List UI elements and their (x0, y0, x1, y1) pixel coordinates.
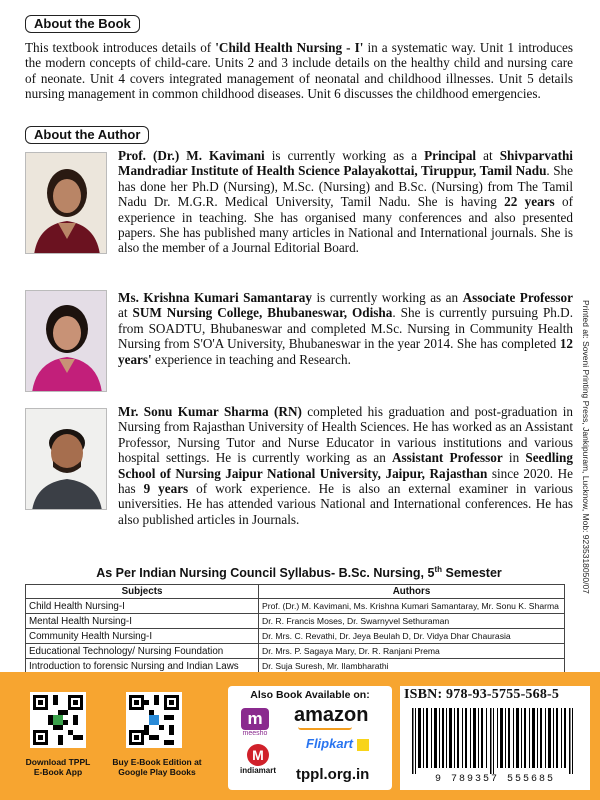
table-row (26, 599, 565, 614)
syllabus-table (25, 584, 565, 674)
about-book-text: This textbook introduces details of 'Child Health Nursing - I' in a systematic way. Unit 1 introduces the modern concepts of child-care. Units 2 and 3 include details on the healthy child and nursing care of neonate. Unit 4 covers integrated management of neonatal and childhood illnesses. Unit 5 details nursing management in common childhood diseases. Unit 6 discusses the childhood emergencies. (25, 40, 573, 102)
authors-cell: Dr. Suja Suresh, Mr. Ilambharathi (259, 659, 565, 674)
about-book-heading: About the Book (25, 15, 140, 33)
indiamart-logo[interactable]: M indiamart (234, 744, 282, 775)
authors-cell: Dr. R. Francis Moses, Dr. Swarnyvel Sethuraman (259, 614, 565, 629)
available-on-panel (228, 686, 392, 790)
authors-cell: Dr. Mrs. C. Revathi, Dr. Jeya Beulah D, Dr. Vidya Dhar Chaurasia (259, 629, 565, 644)
author3-bio-top: Mr. Sonu Kumar Sharma (RN) completed his graduation and post-graduation in Nursing from Rajasthan University of Health Sciences. He has worked as an Assistant Professor, Nursing Tutor and Nurse Educator in various institutions and various hospital settings. He is currently working as an Assistant Professor in Seedling School of Nursing Jaipur National University, Jaipur, Rajasthan since 2020. He has 9 years of work experience. He is also an external examiner in various universities. He has attended various National and International conferences. He has also published articles in Journals. (118, 404, 574, 527)
col-subjects: Subjects (26, 585, 259, 599)
amazon-logo[interactable]: amazon (294, 704, 368, 730)
isbn-text: ISBN: 978-93-5755-568-5 (404, 687, 560, 702)
tppl-app-caption: Download TPPL E-Book App (25, 757, 91, 777)
available-on-title: Also Book Available on: (250, 689, 370, 701)
tppl-site-link[interactable]: tppl.org.in (296, 766, 370, 783)
google-play-qr-icon[interactable] (126, 692, 182, 748)
author1-photo (25, 152, 107, 254)
subject-cell: Introduction to forensic Nursing and Indian Laws (26, 659, 259, 674)
syllabus-title: As Per Indian Nursing Council Syllabus- B.Sc. Nursing, 5th Semester (96, 565, 502, 581)
isbn-panel (400, 686, 590, 790)
flipkart-logo[interactable]: Flipkart (306, 736, 369, 751)
author2-bio: Ms. Krishna Kumari Samantaray is currently working as an Associate Professor at SUM Nursing College, Bhubaneswar, Odisha. She is currently pursuing Ph.D. from SOADTU, Bhubaneswar and completed M.Sc. Nursing in Community Health Nursing from S'O'A University, Bhubaneswar in the year 2014. She has completed 12 years' experience in teaching and Research. (118, 290, 573, 367)
authors-cell: Prof. (Dr.) M. Kavimani, Ms. Krishna Kumari Samantaray, Mr. Sonu K. Sharma (259, 599, 565, 614)
google-play-caption: Buy E-Book Edition at Google Play Books (112, 757, 202, 777)
printed-at-note: Printed at: Soveni Printing Press, Jankipuram, Lucknow, Mob: 9235318050/07 (581, 300, 591, 594)
subject-cell: Educational Technology/ Nursing Foundation (26, 644, 259, 659)
subject-cell: Child Health Nursing-I (26, 599, 259, 614)
table-row (26, 614, 565, 629)
author1-bio: Prof. (Dr.) M. Kavimani is currently working as a Principal at Shivparvathi Mandradiar Institute of Health Science Palayakottai, Tiruppur, Tamil Nadu. She has done her Ph.D (Nursing), M.Sc. (Nursing) and B.Sc. (Nursing) from The Tamil Nadu Dr. M.G.R. Medical University, Tamil Nadu. She is having 22 years of experience in teaching. She has organised many conferences and also presented papers. She has published many articles in National and International journals. She is also the member of a Journal Editorial Board. (118, 148, 573, 256)
subject-cell: Mental Health Nursing-I (26, 614, 259, 629)
tppl-app-qr-icon[interactable] (30, 692, 86, 748)
table-row (26, 644, 565, 659)
author3-photo (25, 408, 107, 510)
authors-cell: Dr. Mrs. P. Sagaya Mary, Dr. R. Ranjani Prema (259, 644, 565, 659)
about-author-heading: About the Author (25, 126, 149, 144)
barcode-digits: 9 789357 555685 (434, 774, 555, 785)
table-row (26, 629, 565, 644)
meesho-logo[interactable]: m meesho (242, 709, 268, 737)
subject-cell: Community Health Nursing-I (26, 629, 259, 644)
barcode (410, 708, 582, 774)
col-authors: Authors (259, 585, 565, 599)
author2-photo (25, 290, 107, 392)
